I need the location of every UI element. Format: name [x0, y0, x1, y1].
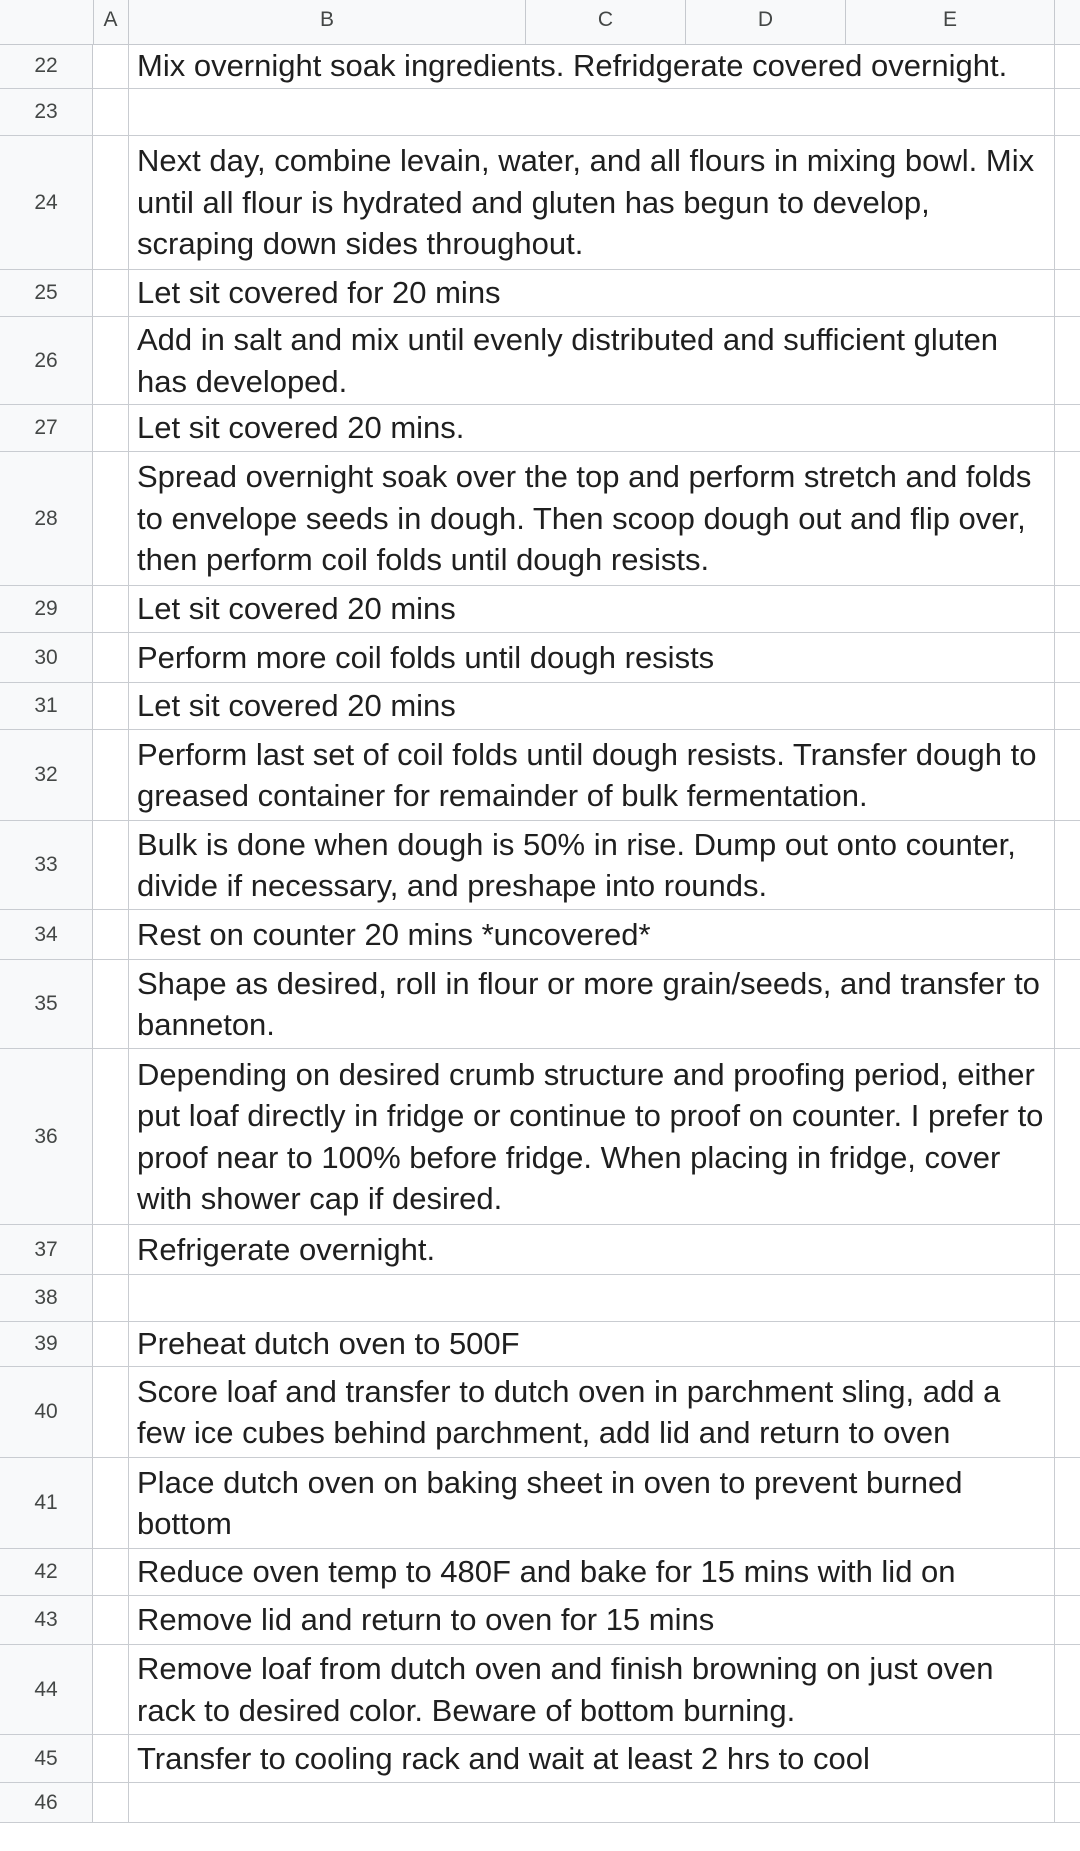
cell-f[interactable]: [1055, 136, 1080, 269]
cell-a[interactable]: [93, 1645, 129, 1734]
cell-f[interactable]: [1055, 1367, 1080, 1457]
cell-b[interactable]: [129, 136, 1055, 269]
cell-a[interactable]: [93, 1322, 129, 1366]
table-row: [0, 1049, 1080, 1225]
cell-a[interactable]: [93, 1225, 129, 1274]
row-header[interactable]: 27: [0, 405, 93, 451]
cell-b[interactable]: [129, 270, 1055, 316]
row-header[interactable]: 32: [0, 730, 93, 820]
row-header[interactable]: 35: [0, 960, 93, 1048]
cell-a[interactable]: [93, 1549, 129, 1595]
cell-f[interactable]: [1055, 586, 1080, 632]
cell-f[interactable]: [1055, 910, 1080, 959]
table-row: [0, 136, 1080, 270]
cell-text: Shape as desired, roll in flour or more grain/seeds, and transfer to banneton.: [137, 965, 1040, 1042]
column-header-e[interactable]: E: [846, 0, 1055, 44]
cell-b[interactable]: [129, 452, 1055, 585]
table-row: [0, 821, 1080, 910]
cell-b[interactable]: [129, 821, 1055, 909]
cell-a[interactable]: [93, 317, 129, 404]
row-header[interactable]: 39: [0, 1322, 93, 1366]
table-row: [0, 405, 1080, 452]
cell-b[interactable]: [129, 1735, 1055, 1782]
cell-b[interactable]: [129, 1322, 1055, 1366]
cell-a[interactable]: [93, 730, 129, 820]
cell-text: Spread overnight soak over the top and perform stretch and folds to envelope seeds in dough. Then scoop dough out and flip over, then perform coil folds until dough resists.: [137, 459, 1032, 578]
cell-text: Place dutch oven on baking sheet in oven to prevent burned bottom: [137, 1464, 963, 1541]
row-header[interactable]: 43: [0, 1596, 93, 1644]
cell-text: Let sit covered for 20 mins: [137, 275, 501, 311]
cell-f[interactable]: [1055, 1049, 1080, 1224]
table-row: [0, 683, 1080, 730]
cell-b[interactable]: [129, 1225, 1055, 1274]
row-header[interactable]: 25: [0, 270, 93, 316]
table-row: [0, 44, 1080, 89]
table-row: [0, 730, 1080, 821]
cell-a[interactable]: [93, 452, 129, 585]
cell-text: Transfer to cooling rack and wait at least 2 hrs to cool: [137, 1740, 870, 1776]
cell-a[interactable]: [93, 1458, 129, 1548]
cell-a[interactable]: [93, 405, 129, 451]
table-row: [0, 1783, 1080, 1823]
cell-f[interactable]: [1055, 1275, 1080, 1321]
table-row: [0, 1275, 1080, 1322]
table-row: [0, 1645, 1080, 1735]
cell-text: Let sit covered 20 mins: [137, 688, 456, 724]
row-header[interactable]: 46: [0, 1783, 93, 1822]
cell-b[interactable]: [129, 1596, 1055, 1644]
cell-f[interactable]: [1055, 89, 1080, 135]
row-header[interactable]: 38: [0, 1275, 93, 1321]
cell-f[interactable]: [1055, 44, 1080, 88]
table-row: [0, 1322, 1080, 1367]
row-header[interactable]: 41: [0, 1458, 93, 1548]
column-header-c[interactable]: C: [526, 0, 686, 44]
cell-b[interactable]: [129, 683, 1055, 729]
cell-f[interactable]: [1055, 1783, 1080, 1822]
table-row: [0, 1225, 1080, 1275]
select-all-corner[interactable]: [0, 0, 94, 44]
cell-b[interactable]: [129, 633, 1055, 682]
cell-f[interactable]: [1055, 1458, 1080, 1548]
cell-b[interactable]: [129, 1645, 1055, 1734]
cell-text: Score loaf and transfer to dutch oven in parchment sling, add a few ice cubes behind parchment, add lid and return to oven: [137, 1373, 1001, 1450]
column-header-bar: [0, 0, 1080, 45]
cell-text: Next day, combine levain, water, and all flours in mixing bowl. Mix until all flour is hydrated and gluten has begun to develop, scraping down sides throughout.: [137, 143, 1035, 262]
cell-f[interactable]: [1055, 1549, 1080, 1595]
row-header[interactable]: 26: [0, 317, 93, 404]
cell-text: Perform last set of coil folds until dough resists. Transfer dough to greased container for remainder of bulk fermentation.: [137, 736, 1037, 813]
cell-f[interactable]: [1055, 730, 1080, 820]
cell-f[interactable]: [1055, 1225, 1080, 1274]
cell-text: Remove lid and return to oven for 15 mins: [137, 1602, 715, 1638]
cell-text: Preheat dutch oven to 500F: [137, 1326, 520, 1362]
cell-b[interactable]: [129, 730, 1055, 820]
cell-text: Reduce oven temp to 480F and bake for 15 mins with lid on: [137, 1554, 956, 1590]
table-row: [0, 1367, 1080, 1458]
cell-a[interactable]: [93, 1049, 129, 1224]
row-header[interactable]: 44: [0, 1645, 93, 1734]
cell-f[interactable]: [1055, 1596, 1080, 1644]
cell-b[interactable]: [129, 1458, 1055, 1548]
cell-a[interactable]: [93, 1783, 129, 1822]
cell-a[interactable]: [93, 910, 129, 959]
cell-b[interactable]: [129, 910, 1055, 959]
cell-b[interactable]: [129, 44, 1055, 88]
row-header[interactable]: 31: [0, 683, 93, 729]
table-row: [0, 586, 1080, 633]
cell-f[interactable]: [1055, 270, 1080, 316]
cell-a[interactable]: [93, 1735, 129, 1782]
row-header[interactable]: 40: [0, 1367, 93, 1457]
row-header[interactable]: 23: [0, 89, 93, 135]
table-row: [0, 270, 1080, 317]
cell-text: Mix overnight soak ingredients. Refridgerate covered overnight.: [137, 48, 1008, 84]
cell-f[interactable]: [1055, 683, 1080, 729]
row-header[interactable]: 30: [0, 633, 93, 682]
cell-a[interactable]: [93, 89, 129, 135]
cell-b[interactable]: [129, 1367, 1055, 1457]
cell-a[interactable]: [93, 1367, 129, 1457]
cell-text: Perform more coil folds until dough resists: [137, 639, 715, 675]
cell-b[interactable]: [129, 405, 1055, 451]
cell-text: Let sit covered 20 mins.: [137, 410, 465, 446]
table-row: [0, 317, 1080, 405]
cell-a[interactable]: [93, 683, 129, 729]
table-row: [0, 633, 1080, 683]
table-row: [0, 89, 1080, 136]
cell-f[interactable]: [1055, 821, 1080, 909]
cell-text: Depending on desired crumb structure and proofing period, either put loaf directly in fridge or continue to proof on counter. I prefer to proof near to 100% before fridge. When placing in fridge, cover with shower cap if desired.: [137, 1056, 1044, 1216]
column-header-d[interactable]: D: [686, 0, 846, 44]
cell-a[interactable]: [93, 960, 129, 1048]
cell-f[interactable]: [1055, 1735, 1080, 1782]
cell-f[interactable]: [1055, 317, 1080, 404]
table-row: [0, 910, 1080, 960]
row-header[interactable]: 34: [0, 910, 93, 959]
cell-f[interactable]: [1055, 405, 1080, 451]
table-row: [0, 1596, 1080, 1645]
cell-b[interactable]: [129, 1783, 1055, 1822]
table-row: [0, 1549, 1080, 1596]
cell-b[interactable]: [129, 1049, 1055, 1224]
row-header[interactable]: 37: [0, 1225, 93, 1274]
cell-text: Rest on counter 20 mins *uncovered*: [137, 916, 651, 952]
cell-f[interactable]: [1055, 1322, 1080, 1366]
cell-text: Add in salt and mix until evenly distributed and sufficient gluten has developed.: [137, 322, 999, 399]
cell-b[interactable]: [129, 1275, 1055, 1321]
cell-a[interactable]: [93, 44, 129, 88]
cell-a[interactable]: [93, 1275, 129, 1321]
cell-a[interactable]: [93, 633, 129, 682]
row-header[interactable]: 24: [0, 136, 93, 269]
cell-a[interactable]: [93, 586, 129, 632]
cell-b[interactable]: [129, 1549, 1055, 1595]
table-row: [0, 1735, 1080, 1783]
cell-b[interactable]: [129, 89, 1055, 135]
row-header[interactable]: 22: [0, 44, 93, 88]
cell-b[interactable]: [129, 586, 1055, 632]
row-header[interactable]: 42: [0, 1549, 93, 1595]
row-header[interactable]: 28: [0, 452, 93, 585]
cell-b[interactable]: [129, 317, 1055, 404]
column-header-a[interactable]: A: [93, 0, 129, 44]
row-header[interactable]: 36: [0, 1049, 93, 1224]
table-row: [0, 452, 1080, 586]
cell-f[interactable]: [1055, 960, 1080, 1048]
cell-f[interactable]: [1055, 633, 1080, 682]
cell-f[interactable]: [1055, 1645, 1080, 1734]
cell-text: Let sit covered 20 mins: [137, 591, 456, 627]
cell-a[interactable]: [93, 270, 129, 316]
cell-f[interactable]: [1055, 452, 1080, 585]
cell-text: Remove loaf from dutch oven and finish browning on just oven rack to desired color. Beware of bottom burning.: [137, 1651, 994, 1728]
cell-text: Refrigerate overnight.: [137, 1231, 436, 1267]
row-header[interactable]: 33: [0, 821, 93, 909]
cell-text: Bulk is done when dough is 50% in rise. Dump out onto counter, divide if necessary, and preshape into rounds.: [137, 826, 1016, 903]
row-header[interactable]: 29: [0, 586, 93, 632]
table-row: [0, 960, 1080, 1049]
table-row: [0, 1458, 1080, 1549]
row-header[interactable]: 45: [0, 1735, 93, 1782]
cell-a[interactable]: [93, 1596, 129, 1644]
cell-a[interactable]: [93, 136, 129, 269]
cell-b[interactable]: [129, 960, 1055, 1048]
column-header-b[interactable]: B: [129, 0, 526, 44]
cell-a[interactable]: [93, 821, 129, 909]
